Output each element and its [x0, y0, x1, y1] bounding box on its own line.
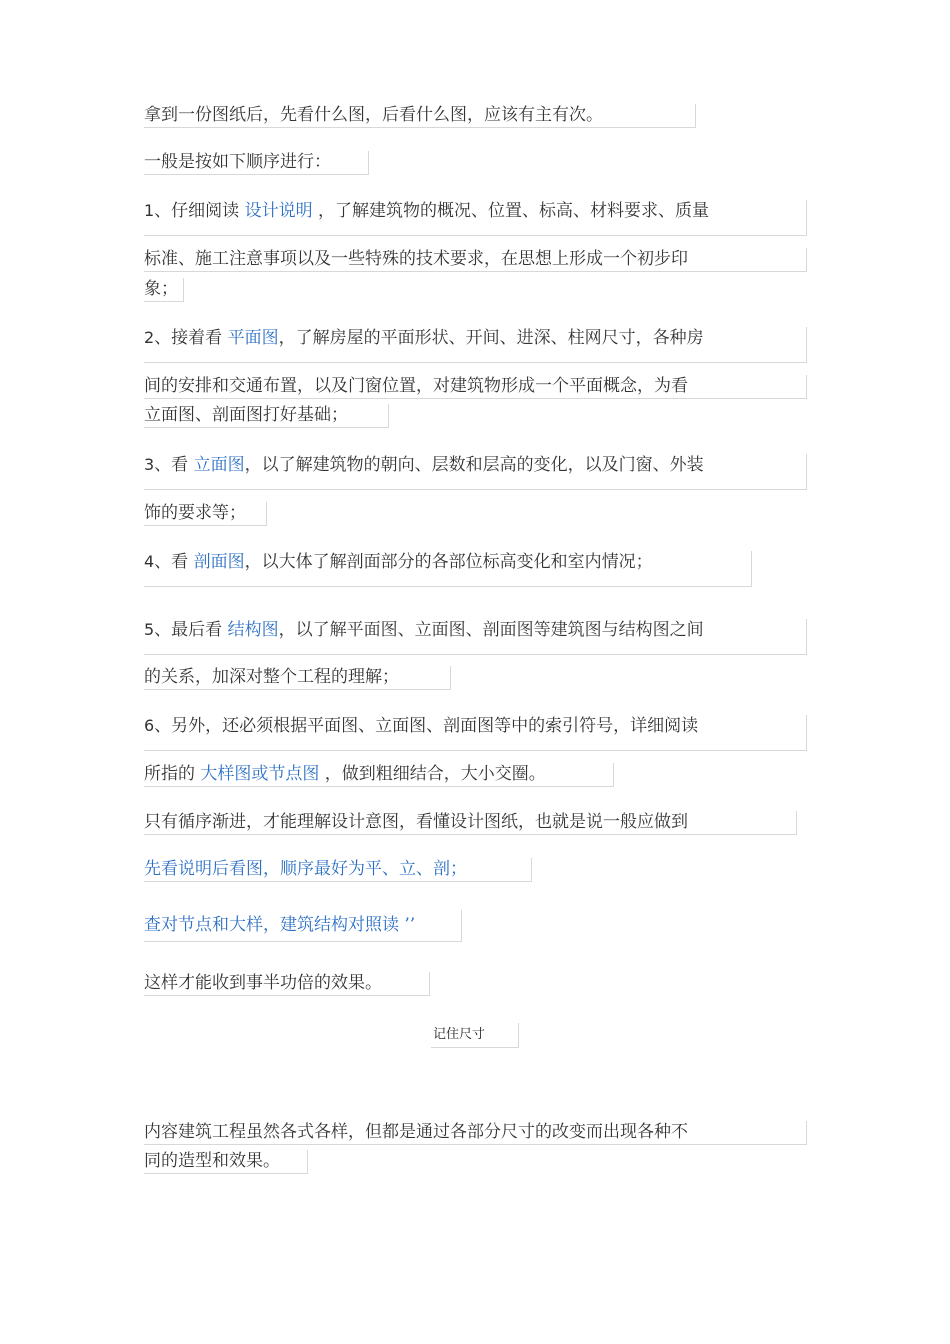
- step-text: 、最后看: [154, 620, 228, 640]
- step-1-cont-2: 象；: [144, 278, 184, 302]
- step-text: ，以了解建筑物的朝向、层数和层高的变化，以及门窗、外装: [244, 455, 704, 475]
- summary-line-1: 只有循序渐进，才能理解设计意图，看懂设计图纸，也就是说一般应做到: [144, 811, 797, 835]
- step-text: 、看: [154, 552, 194, 572]
- intro-line-2: 一般是按如下顺序进行：: [144, 151, 369, 175]
- step-text: 、看: [154, 455, 194, 475]
- section-line-2: 同的造型和效果。: [144, 1150, 308, 1174]
- summary-quote-2: 查对节点和大样，建筑结构对照读 ’’: [144, 910, 462, 942]
- step-2-cont-1: 间的安排和交通布置，以及门窗位置，对建筑物形成一个平面概念，为看: [144, 375, 807, 399]
- step-number: 3: [144, 455, 155, 474]
- step-2-cont-2: 立面图、剖面图打好基础；: [144, 404, 389, 428]
- step-text: 、另外，还必须根据平面图、立面图、剖面图等中的索引符号，详细阅读: [154, 716, 699, 736]
- step-number: 6: [144, 716, 155, 735]
- step-5-line: [144, 619, 807, 655]
- step-text: 所指的: [144, 764, 201, 784]
- link-floor-plan[interactable]: 平面图: [227, 328, 279, 348]
- step-5-cont-1: 的关系，加深对整个工程的理解；: [144, 666, 451, 690]
- step-text: ，了解房屋的平面形状、开间、进深、柱网尺寸，各种房: [278, 328, 704, 348]
- step-6-line: [144, 715, 807, 751]
- step-text: ，了解建筑物的概况、位置、标高、材料要求、质量: [312, 201, 709, 221]
- section-line-1: 内容建筑工程虽然各式各样，但都是通过各部分尺寸的改变而出现各种不: [144, 1121, 807, 1145]
- step-3-cont-1: 饰的要求等；: [144, 502, 267, 526]
- link-section[interactable]: 剖面图: [193, 552, 245, 572]
- step-number: 5: [144, 620, 155, 639]
- step-number: 4: [144, 552, 155, 571]
- step-text: ，以了解平面图、立面图、剖面图等建筑图与结构图之间: [278, 620, 704, 640]
- step-1-line: [144, 200, 807, 236]
- summary-quote-1: 先看说明后看图，顺序最好为平、立、剖；: [144, 858, 532, 882]
- link-detail-drawing[interactable]: 大样图或节点图: [200, 764, 320, 784]
- intro-line-1: 拿到一份图纸后，先看什么图，后看什么图，应该有主有次。: [144, 104, 696, 128]
- step-text: ，以大体了解剖面部分的各部位标高变化和室内情况；: [244, 552, 653, 572]
- step-number: 1: [144, 201, 155, 220]
- summary-line-2: 这样才能收到事半功倍的效果。: [144, 972, 430, 996]
- section-heading: 记住尺寸: [431, 1023, 519, 1048]
- link-design-notes[interactable]: 设计说明: [244, 201, 313, 221]
- step-4-line: [144, 551, 752, 587]
- step-3-line: [144, 454, 807, 490]
- step-text: 、仔细阅读: [154, 201, 245, 221]
- step-1-cont-1: 标准、施工注意事项以及一些特殊的技术要求，在思想上形成一个初步印: [144, 248, 807, 272]
- step-6-cont-1: [144, 763, 614, 787]
- step-text: 、接着看: [154, 328, 228, 348]
- step-text: ，做到粗细结合，大小交圈。: [319, 764, 546, 784]
- step-number: 2: [144, 328, 155, 347]
- link-elevation[interactable]: 立面图: [193, 455, 245, 475]
- link-structure[interactable]: 结构图: [227, 620, 279, 640]
- step-2-line: [144, 327, 807, 363]
